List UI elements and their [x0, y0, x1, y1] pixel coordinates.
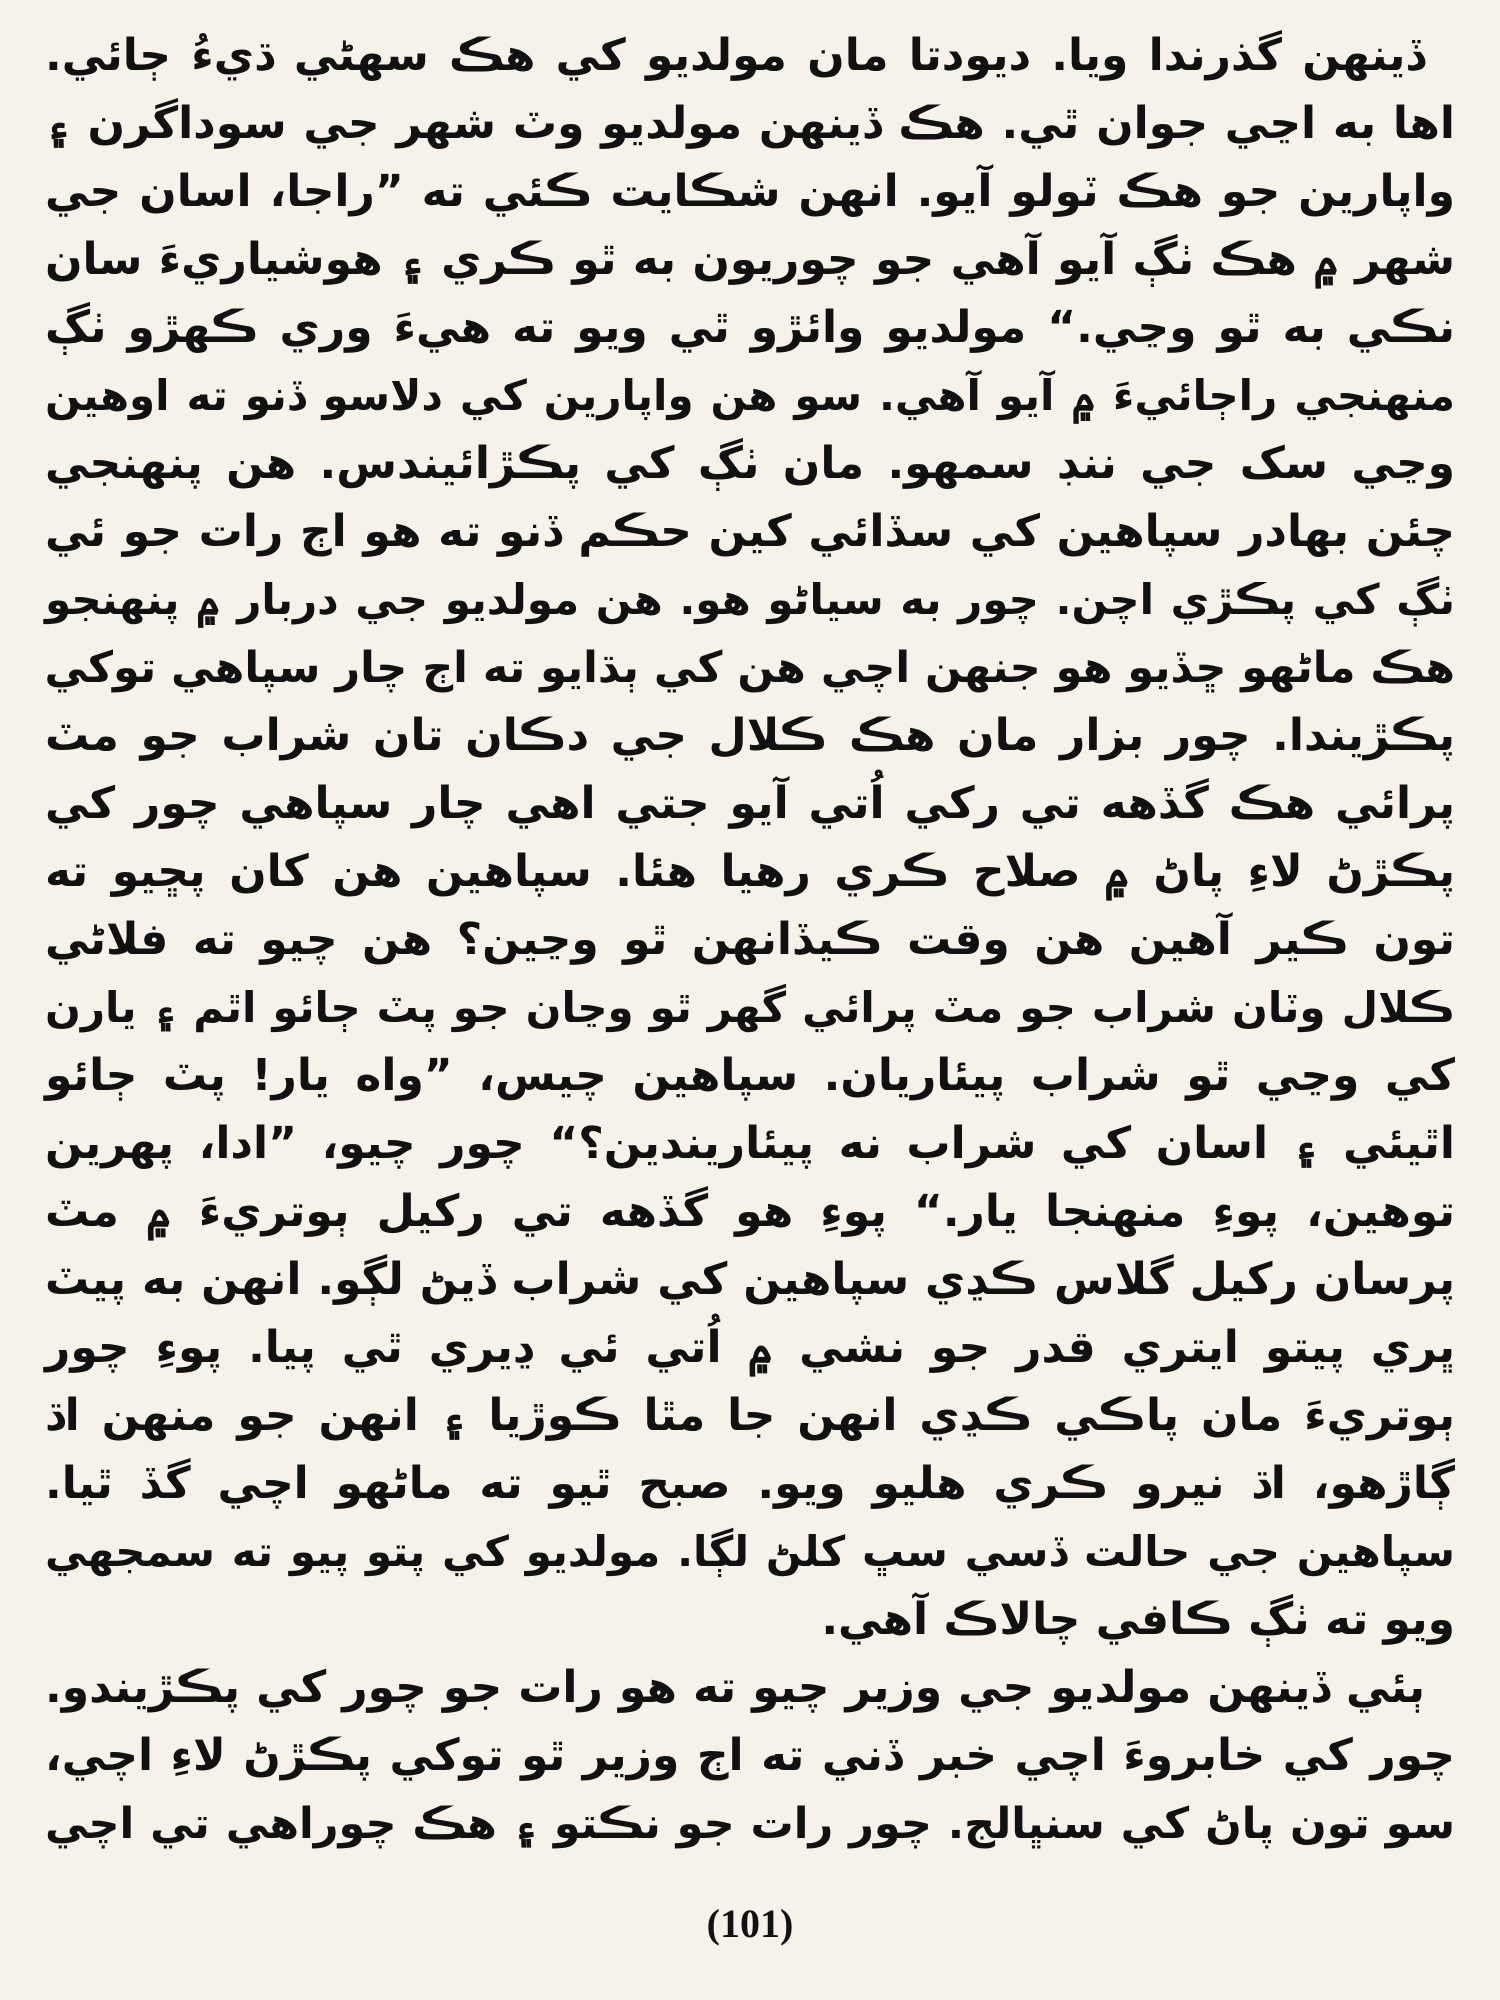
text-line: ٺڳ کي پڪڙي اچن. چور به سياڻو هو. هن مولديو جي دربار ۾ پنهنجو [45, 575, 1455, 624]
text-line: پرائي هڪ گڏهه تي رکي اُتي آيو جتي اهي چار سپاهي چور کي [45, 778, 1455, 829]
text-line: چور کي خابروءَ اچي خبر ڏني ته اڄ وزير ٿو توکي پڪڙڻ لاءِ اچي، [45, 1730, 1455, 1781]
text-line: اها به اڃي جوان ٿي. هڪ ڏينهن مولديو وٽ شهر جي سوداگرن ۽ [45, 98, 1455, 149]
text-line: کي وڃي ٿو شراب پيئاريان. سپاهين چيس، ”واه يار! پٽ ڄائو [45, 1050, 1455, 1101]
text-line: ڪلال وٽان شراب جو مٽ پرائي گهر ٿو وڃان جو پٽ ڄائو اٿم ۽ يارن [45, 983, 1455, 1032]
text-line: هڪ ماڻهو ڇڏيو هو جنهن اچي هن کي ٻڌايو ته اڄ چار سپاهي توکي [44, 643, 1455, 693]
text-line: ڏينهن گذرندا ويا. ديودتا مان مولديو کي هڪ سهڻي ڌيءُ ڄائي. [45, 30, 1425, 81]
text-line: اٿيئي ۽ اسان کي شراب نه پيئاريندين؟“ چور چيو، ”ادا، پهرين [45, 1118, 1455, 1169]
text-line: ٻئي ڏينهن مولديو جي وزير چيو ته هو رات جو چور کي پڪڙيندو. [45, 1662, 1425, 1713]
text-line: واپارين جو هڪ ٽولو آيو. انهن شڪايت ڪئي ته ”راجا، اسان جي [45, 166, 1455, 217]
text-line: تون ڪير آهين هن وقت ڪيڏانهن ٿو وڃين؟ هن چيو ته فلاڻي [45, 914, 1455, 965]
text-line: نڪي به ٿو وڃي.“ مولديو وائڙو ٿي ويو ته هيءَ وري ڪهڙو ٺڳ [45, 302, 1455, 353]
text-line: منهنجي راڄائيءَ ۾ آيو آهي. سو هن واپارين کي دلاسو ڏنو ته اوهين [45, 371, 1455, 420]
text-line: سپاهين جي حالت ڏسي سڀ کلڻ لڳا. مولديو کي پتو پيو ته سمجهي [45, 1527, 1455, 1576]
text-line: چئن بهادر سپاهين کي سڏائي کين حڪم ڏنو ته هو اڄ رات جو ئي [45, 506, 1455, 557]
text-line: ڳاڙهو، اڌ نيرو ڪري هليو ويو. صبح ٿيو ته ماڻهو اچي گڏ ٿيا. [45, 1458, 1455, 1509]
text-line: ويو ته ٺڳ ڪافي چالاڪ آهي. [821, 1594, 1455, 1645]
text-line: سو تون پاڻ کي سنڀالج. چور رات جو نڪتو ۽ هڪ چوراهي تي اچي [45, 1799, 1455, 1849]
text-line: ڀري پيتو ايتري قدر جو نشي ۾ اُتي ئي ڍيري ٿي پيا. پوءِ چور [45, 1322, 1455, 1373]
text-line: ٻوتريءَ مان پاڪي ڪڍي انهن جا مٿا ڪوڙيا ۽ انهن جو منهن اڌ [45, 1390, 1455, 1441]
page-number: (101) [706, 1901, 794, 1946]
text-line: وڃي سک جي ننڊ سمهو. مان ٺڳ کي پڪڙائيندس. هن پنهنجي [45, 438, 1455, 489]
text-line: پڪڙيندا. چور بزار مان هڪ ڪلال جي دڪان تان شراب جو مٽ [45, 710, 1455, 761]
text-line: توهين، پوءِ منهنجا يار.“ پوءِ هو گڏهه تي رکيل ٻوتريءَ ۾ مٽ [45, 1186, 1455, 1237]
text-line: پرسان رکيل گلاس ڪڍي سپاهين کي شراب ڏيڻ لڳو. انهن به پيٽ [45, 1254, 1455, 1305]
text-line: پڪڙڻ لاءِ پاڻ ۾ صلاح ڪري رهيا هئا. سپاهين هن کان پڇيو ته [45, 846, 1455, 897]
text-line: شهر ۾ هڪ ٺڳ آيو آهي جو چوريون به ٿو ڪري ۽ هوشياريءَ سان [45, 234, 1455, 285]
body-text [45, 22, 1455, 1858]
